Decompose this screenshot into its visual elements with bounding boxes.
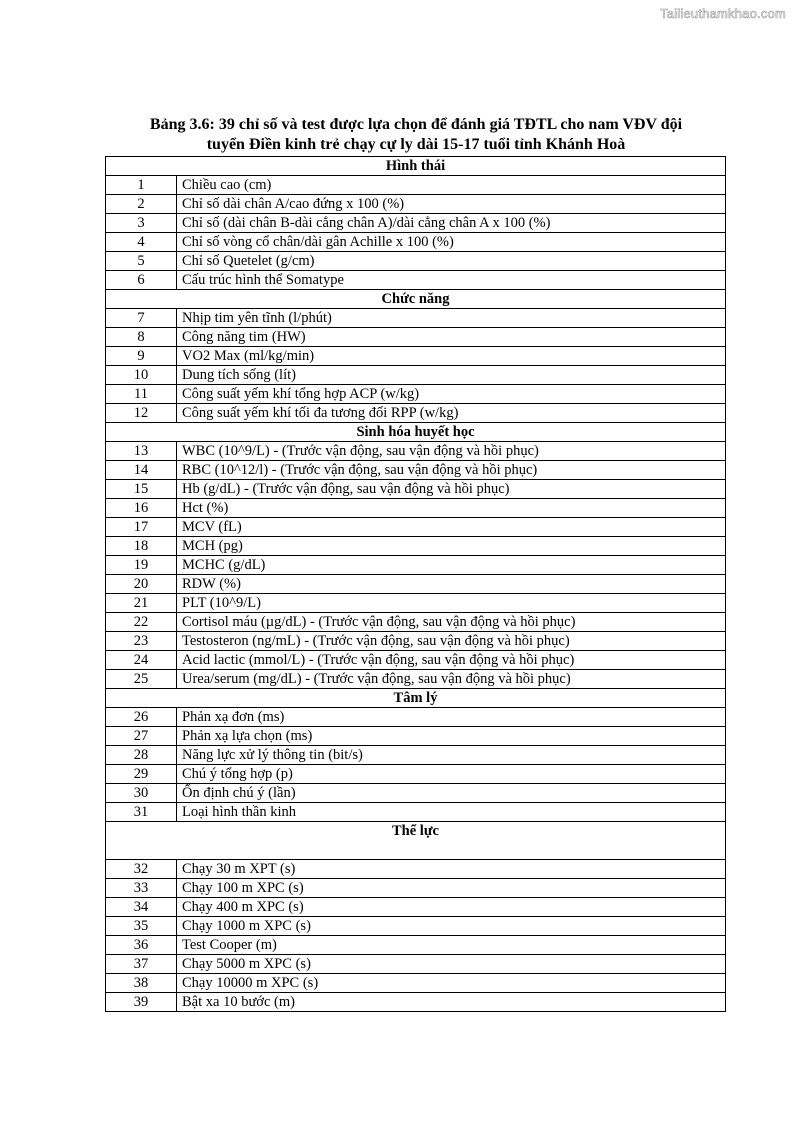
table-row [106, 271, 726, 290]
row-label: MCHC (g/dL) [177, 556, 726, 575]
row-number: 30 [106, 784, 177, 803]
row-number: 23 [106, 632, 177, 651]
row-number: 3 [106, 214, 177, 233]
row-label: Chạy 1000 m XPC (s) [177, 917, 726, 936]
table-row [106, 594, 726, 613]
row-label: Phản xạ lựa chọn (ms) [177, 727, 726, 746]
row-number: 21 [106, 594, 177, 613]
section-title: Tâm lý [106, 689, 726, 708]
row-number: 32 [106, 860, 177, 879]
row-label: Hb (g/dL) - (Trước vận động, sau vận động và hồi phục) [177, 480, 726, 499]
row-number: 10 [106, 366, 177, 385]
row-label: Năng lực xử lý thông tin (bit/s) [177, 746, 726, 765]
row-number: 1 [106, 176, 177, 195]
row-number: 29 [106, 765, 177, 784]
row-label: MCV (fL) [177, 518, 726, 537]
row-label: Urea/serum (mg/dL) - (Trước vận động, sau vận động và hồi phục) [177, 670, 726, 689]
table-row [106, 632, 726, 651]
row-label: Công năng tim (HW) [177, 328, 726, 347]
table-row [106, 195, 726, 214]
row-label: Acid lactic (mmol/L) - (Trước vận động, sau vận động và hồi phục) [177, 651, 726, 670]
row-label: Công suất yếm khí tổng hợp ACP (w/kg) [177, 385, 726, 404]
table-row [106, 727, 726, 746]
table-row [106, 214, 726, 233]
row-label: WBC (10^9/L) - (Trước vận động, sau vận động và hồi phục) [177, 442, 726, 461]
table-row [106, 765, 726, 784]
row-label: PLT (10^9/L) [177, 594, 726, 613]
row-label: Hct (%) [177, 499, 726, 518]
table-row [106, 993, 726, 1012]
table-row [106, 404, 726, 423]
row-label: Bật xa 10 bước (m) [177, 993, 726, 1012]
row-label: MCH (pg) [177, 537, 726, 556]
section-title: Hình thái [106, 157, 726, 176]
table-row [106, 233, 726, 252]
table-row [106, 936, 726, 955]
table-row [106, 347, 726, 366]
table-row [106, 442, 726, 461]
row-number: 14 [106, 461, 177, 480]
table-row [106, 670, 726, 689]
row-number: 27 [106, 727, 177, 746]
row-label: Chạy 30 m XPT (s) [177, 860, 726, 879]
table-row [106, 461, 726, 480]
table-caption [100, 115, 732, 155]
table-row [106, 176, 726, 195]
row-label: Nhịp tim yên tĩnh (l/phút) [177, 309, 726, 328]
row-label: Test Cooper (m) [177, 936, 726, 955]
table-row [106, 328, 726, 347]
table-row [106, 955, 726, 974]
row-number: 18 [106, 537, 177, 556]
row-number: 12 [106, 404, 177, 423]
table-row [106, 651, 726, 670]
row-label: Chỉ số vòng cổ chân/dài gân Achille x 100 (%) [177, 233, 726, 252]
section-title: Sinh hóa huyết học [106, 423, 726, 442]
table-row [106, 746, 726, 765]
row-number: 6 [106, 271, 177, 290]
row-number: 33 [106, 879, 177, 898]
row-number: 28 [106, 746, 177, 765]
row-number: 34 [106, 898, 177, 917]
row-label: Chiều cao (cm) [177, 176, 726, 195]
row-number: 24 [106, 651, 177, 670]
row-label: Chỉ số Quetelet (g/cm) [177, 252, 726, 271]
section-header-row [106, 822, 726, 860]
row-label: VO2 Max (ml/kg/min) [177, 347, 726, 366]
table-row [106, 708, 726, 727]
row-label: Phản xạ đơn (ms) [177, 708, 726, 727]
row-number: 7 [106, 309, 177, 328]
row-label: Chỉ số (dài chân B-dài cẳng chân A)/dài cẳng chân A x 100 (%) [177, 214, 726, 233]
row-number: 37 [106, 955, 177, 974]
table-row [106, 974, 726, 993]
row-number: 39 [106, 993, 177, 1012]
table-row [106, 309, 726, 328]
row-number: 26 [106, 708, 177, 727]
row-number: 5 [106, 252, 177, 271]
section-title: Chức năng [106, 290, 726, 309]
section-title: Thể lực [106, 822, 726, 860]
table-row [106, 898, 726, 917]
row-number: 38 [106, 974, 177, 993]
table-row [106, 385, 726, 404]
section-header-row [106, 423, 726, 442]
row-label: RBC (10^12/l) - (Trước vận động, sau vận động và hồi phục) [177, 461, 726, 480]
table-row [106, 537, 726, 556]
row-label: Ổn định chú ý (lần) [177, 784, 726, 803]
table-row [106, 803, 726, 822]
table-row [106, 917, 726, 936]
row-label: Chạy 100 m XPC (s) [177, 879, 726, 898]
row-label: Cortisol máu (µg/dL) - (Trước vận động, sau vận động và hồi phục) [177, 613, 726, 632]
indices-table-body [106, 157, 726, 1012]
row-number: 19 [106, 556, 177, 575]
table-row [106, 879, 726, 898]
row-label: Chỉ số dài chân A/cao đứng x 100 (%) [177, 195, 726, 214]
row-number: 15 [106, 480, 177, 499]
row-number: 13 [106, 442, 177, 461]
table-row [106, 480, 726, 499]
row-number: 25 [106, 670, 177, 689]
table-row [106, 366, 726, 385]
watermark: Tailieuthamkhao.com [660, 6, 786, 21]
row-label: Loại hình thần kinh [177, 803, 726, 822]
row-number: 20 [106, 575, 177, 594]
table-row [106, 613, 726, 632]
row-label: Testosteron (ng/mL) - (Trước vận động, sau vận động và hồi phục) [177, 632, 726, 651]
row-number: 8 [106, 328, 177, 347]
row-number: 35 [106, 917, 177, 936]
table-row [106, 860, 726, 879]
table-caption-line-2: tuyển Điền kinh trẻ chạy cự ly dài 15-17 tuổi tỉnh Khánh Hoà [206, 136, 626, 153]
table-row [106, 575, 726, 594]
row-number: 16 [106, 499, 177, 518]
row-label: RDW (%) [177, 575, 726, 594]
row-number: 22 [106, 613, 177, 632]
table-row [106, 252, 726, 271]
section-header-row [106, 689, 726, 708]
table-caption-line-1: Bảng 3.6: 39 chỉ số và test được lựa chọn để đánh giá TĐTL cho nam VĐV đội [149, 116, 683, 133]
section-header-row [106, 157, 726, 176]
row-number: 4 [106, 233, 177, 252]
row-number: 11 [106, 385, 177, 404]
row-number: 9 [106, 347, 177, 366]
row-label: Chạy 400 m XPC (s) [177, 898, 726, 917]
indices-table [105, 156, 726, 1012]
table-row [106, 556, 726, 575]
row-label: Chạy 10000 m XPC (s) [177, 974, 726, 993]
row-number: 2 [106, 195, 177, 214]
row-number: 36 [106, 936, 177, 955]
row-label: Chú ý tổng hợp (p) [177, 765, 726, 784]
table-row [106, 518, 726, 537]
row-label: Chạy 5000 m XPC (s) [177, 955, 726, 974]
row-label: Dung tích sống (lít) [177, 366, 726, 385]
row-number: 31 [106, 803, 177, 822]
row-number: 17 [106, 518, 177, 537]
section-header-row [106, 290, 726, 309]
table-row [106, 499, 726, 518]
table-row [106, 784, 726, 803]
row-label: Cấu trúc hình thể Somatype [177, 271, 726, 290]
row-label: Công suất yếm khí tối đa tương đối RPP (w/kg) [177, 404, 726, 423]
